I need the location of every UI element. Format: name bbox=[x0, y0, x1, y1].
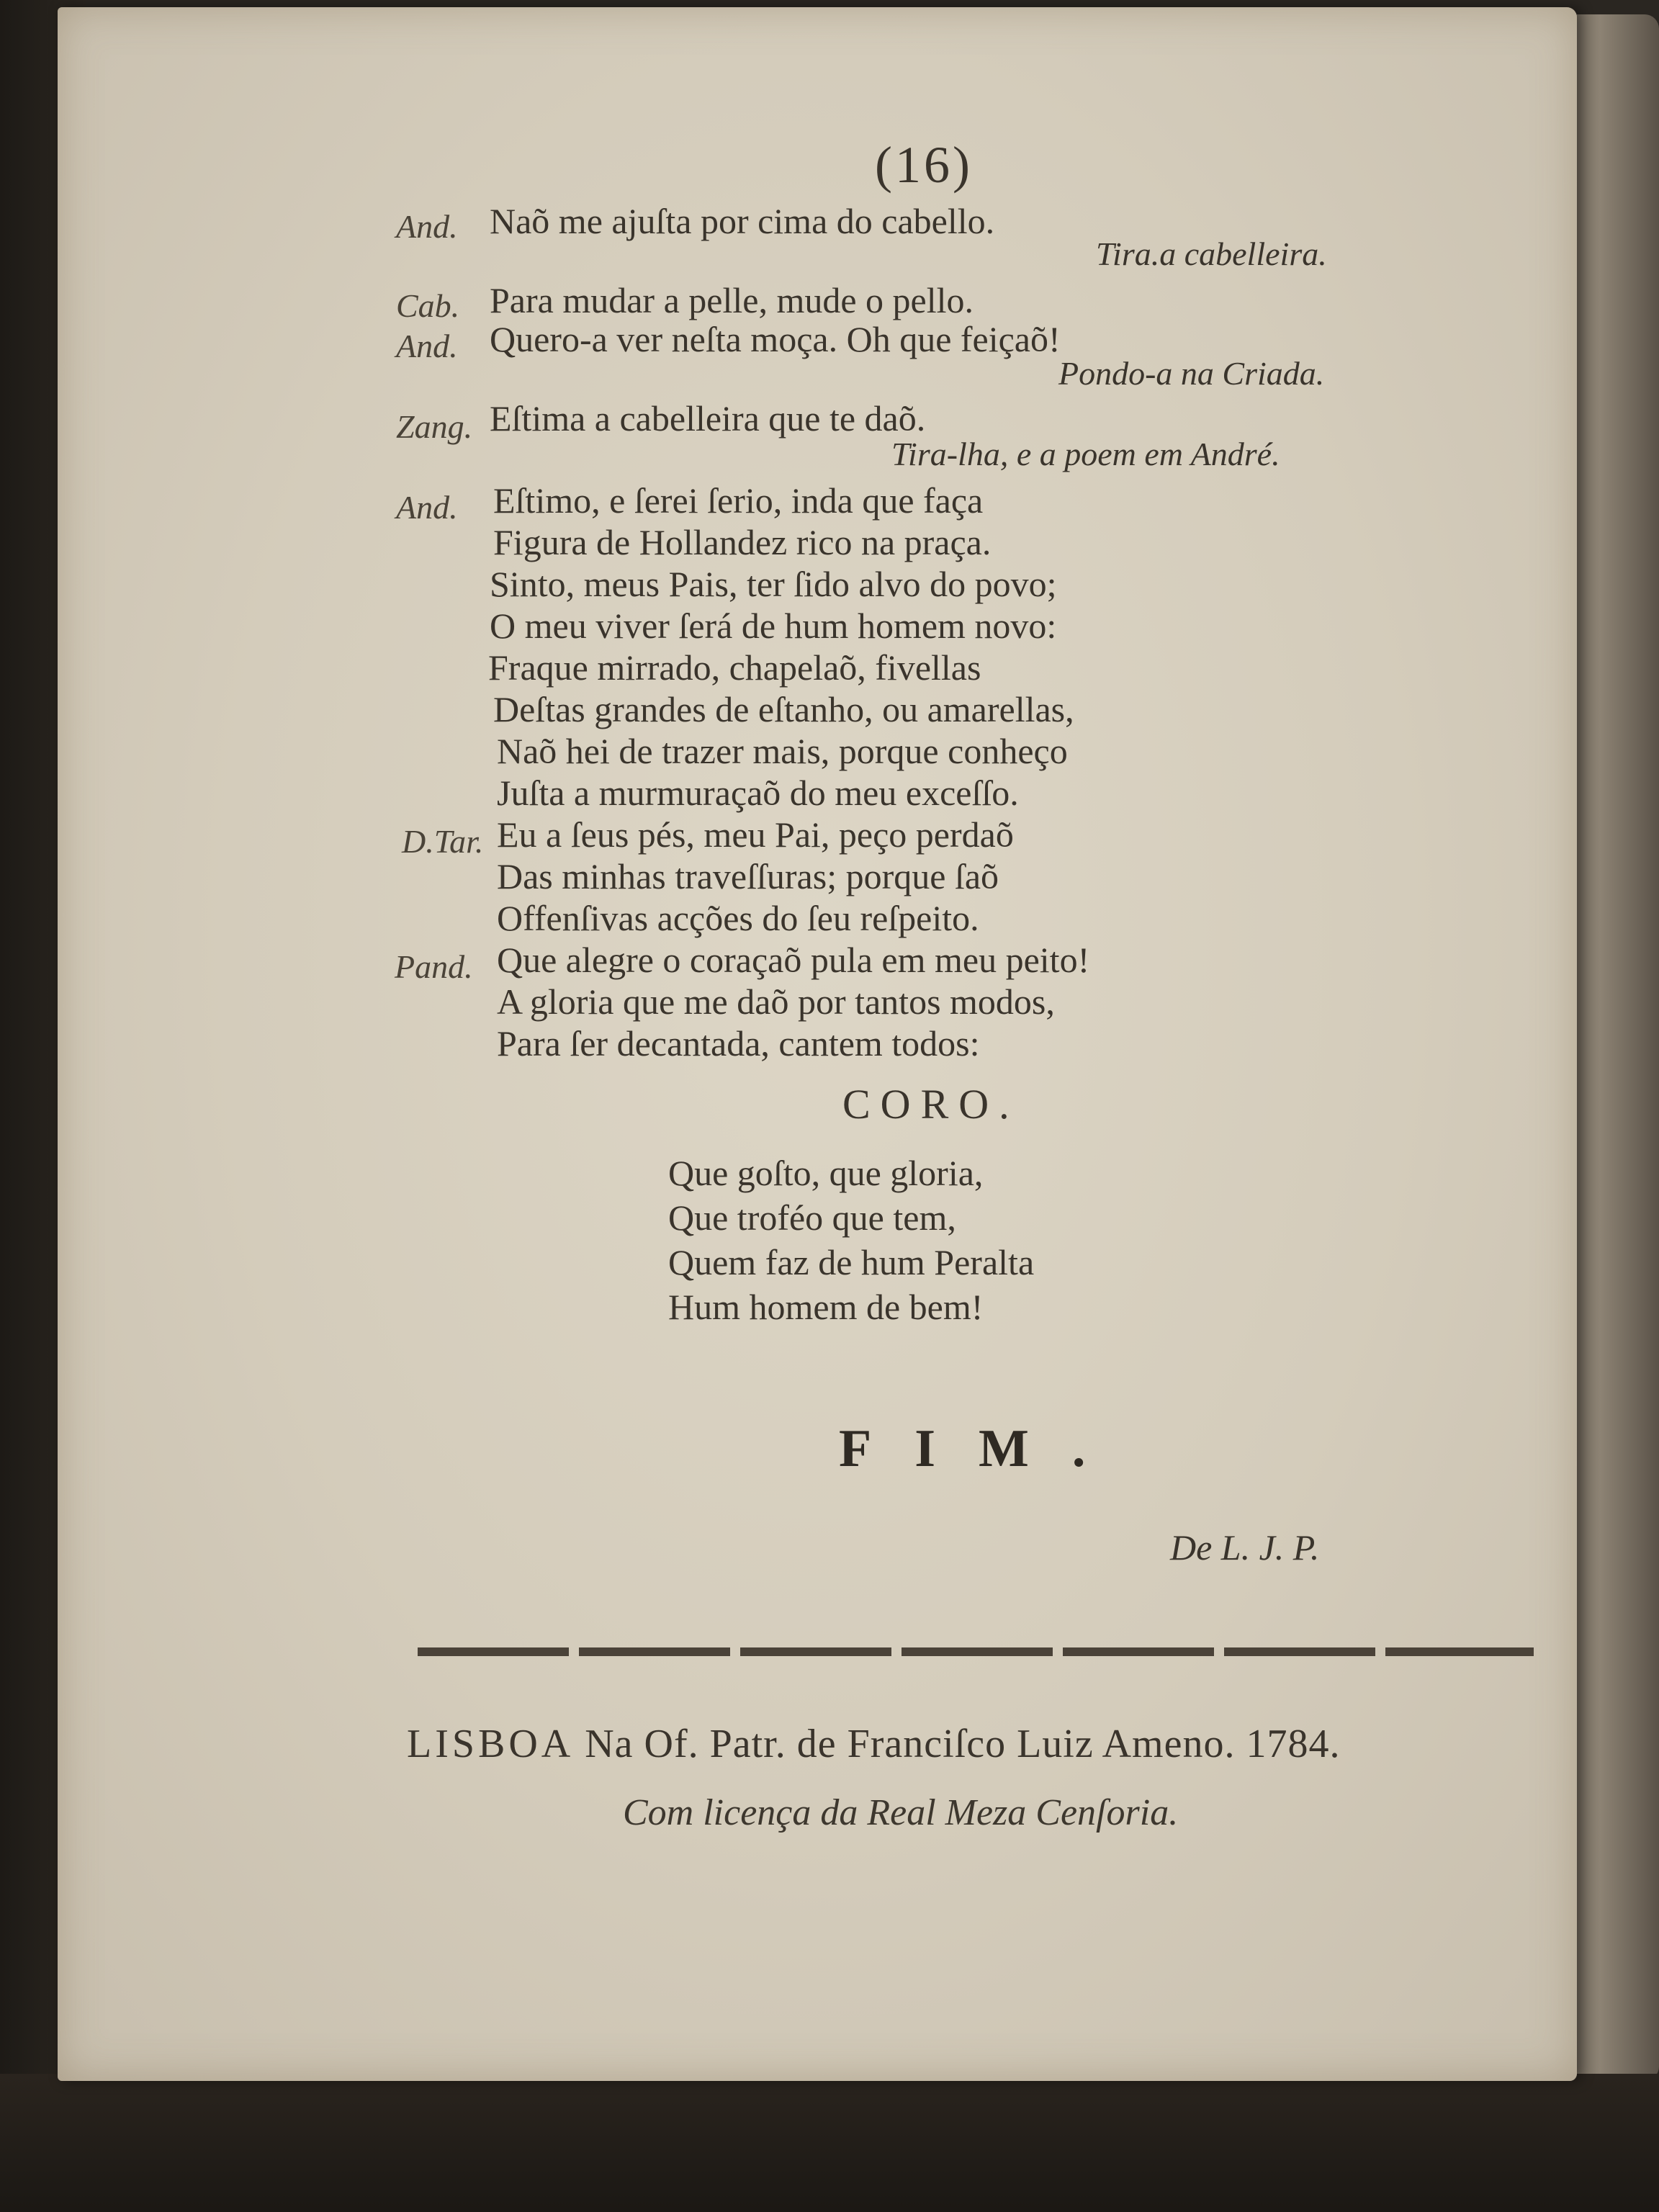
stage-direction: Pondo-a na Criada. bbox=[1058, 355, 1325, 392]
speaker-label: And. bbox=[396, 208, 458, 245]
verse-line: Eſtima a cabelleira que te daõ. bbox=[490, 398, 926, 439]
speaker-label: And. bbox=[396, 328, 458, 364]
page-number: (16) bbox=[875, 136, 973, 194]
chorus-line: Que goſto, que gloria, bbox=[668, 1153, 984, 1193]
imprint-city: LISBOA bbox=[407, 1722, 575, 1766]
divider-rule bbox=[418, 1647, 1534, 1656]
speaker-label: Zang. bbox=[396, 408, 473, 445]
verse-line: O meu viver ſerá de hum homem novo: bbox=[490, 606, 1057, 646]
verse-line: Das minhas traveſſuras; porque ſaõ bbox=[497, 856, 999, 896]
chorus-title: CORO. bbox=[842, 1081, 1020, 1128]
speaker-label: And. bbox=[396, 489, 458, 526]
verse-line: Deſtas grandes de eſtanho, ou amarellas, bbox=[493, 689, 1074, 729]
verse-line: Para ſer decantada, cantem todos: bbox=[497, 1023, 980, 1064]
verse-line: Fraque mirrado, chapelaõ, fivellas bbox=[488, 647, 981, 688]
verse-line: Naõ me ajuſta por cima do cabello. bbox=[490, 201, 995, 241]
license-line: Com licença da Real Meza Cenſoria. bbox=[623, 1792, 1179, 1833]
stage-direction: Tira.a cabelleira. bbox=[1096, 235, 1327, 272]
stage-direction: Tira-lha, e a poem em André. bbox=[891, 436, 1280, 472]
author-signature: De L. J. P. bbox=[1170, 1527, 1320, 1568]
book-page bbox=[58, 7, 1577, 2081]
imprint-press: Na Of. Patr. de Franciſco Luiz Ameno. bbox=[585, 1722, 1236, 1766]
verse-line: Naõ hei de trazer mais, porque conheço bbox=[497, 731, 1068, 771]
verse-line: Que alegre o coraçaõ pula em meu peito! bbox=[497, 940, 1090, 980]
imprint bbox=[407, 1721, 1340, 1767]
speaker-label: D.Tar. bbox=[402, 823, 484, 860]
imprint-year: 1784. bbox=[1246, 1722, 1341, 1766]
verse-line: Juſta a murmuraçaõ do meu exceſſo. bbox=[497, 773, 1019, 813]
table-surface bbox=[0, 2074, 1659, 2212]
next-page-edge bbox=[1568, 14, 1659, 2081]
chorus-line: Quem faz de hum Peralta bbox=[668, 1242, 1035, 1282]
speaker-label: Pand. bbox=[395, 948, 473, 985]
verse-line: Sinto, meus Pais, ter ſido alvo do povo; bbox=[490, 564, 1057, 604]
fim-heading: FIM. bbox=[839, 1419, 1129, 1478]
verse-line: Quero-a ver neſta moça. Oh que feiçaõ! bbox=[490, 319, 1061, 359]
chorus-line: Hum homem de bem! bbox=[668, 1287, 984, 1327]
verse-line: Figura de Hollandez rico na praça. bbox=[493, 522, 992, 562]
verse-line: Eſtimo, e ſerei ſerio, inda que faça bbox=[493, 480, 984, 521]
verse-line: A gloria que me daõ por tantos modos, bbox=[497, 981, 1055, 1022]
speaker-label: Cab. bbox=[396, 287, 460, 324]
chorus-line: Que troféo que tem, bbox=[668, 1197, 956, 1238]
verse-line: Para mudar a pelle, mude o pello. bbox=[490, 280, 974, 320]
verse-line: Eu a ſeus pés, meu Pai, peço perdaõ bbox=[497, 814, 1014, 855]
verse-line: Offenſivas acções do ſeu reſpeito. bbox=[497, 898, 979, 938]
